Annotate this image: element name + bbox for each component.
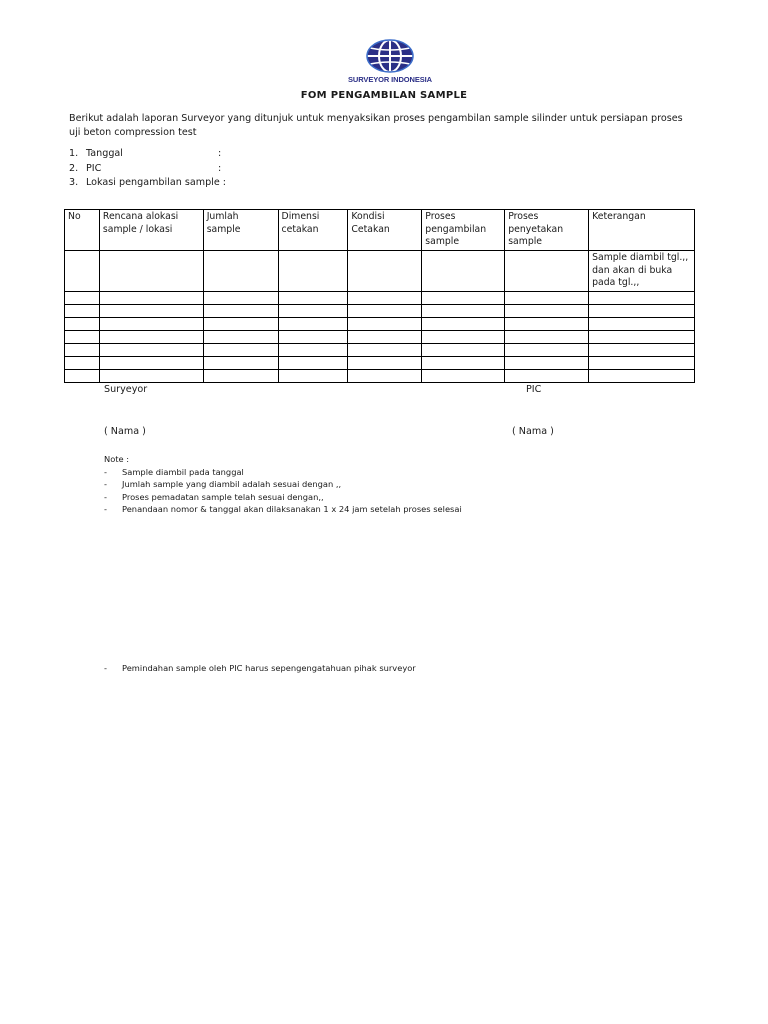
logo-company-name: SURVEYOR INDONESIA [348, 75, 432, 84]
table-row [65, 251, 695, 292]
table-cell[interactable] [65, 251, 100, 292]
company-logo [340, 38, 440, 88]
field-label-pic: PIC [86, 162, 102, 174]
table-cell[interactable] [65, 317, 100, 330]
signature-right-title: PIC [526, 384, 542, 395]
table-cell[interactable] [589, 317, 695, 330]
table-cell[interactable] [203, 251, 278, 292]
table-cell[interactable] [99, 330, 203, 343]
signature-left-title: Suryeyor [104, 384, 148, 395]
table-cell[interactable] [422, 317, 505, 330]
table-cell[interactable] [99, 304, 203, 317]
note-item [104, 503, 462, 516]
table-cell[interactable] [589, 343, 695, 356]
table-row [65, 304, 695, 317]
table-cell[interactable] [589, 369, 695, 382]
table-cell[interactable] [422, 291, 505, 304]
table-cell[interactable] [348, 251, 422, 292]
table-row [65, 343, 695, 356]
table-cell[interactable] [505, 251, 589, 292]
table-cell[interactable] [505, 304, 589, 317]
table-cell[interactable] [422, 356, 505, 369]
table-cell[interactable] [348, 369, 422, 382]
table-cell[interactable] [278, 330, 348, 343]
note-dash: - [104, 479, 107, 490]
field-separator: : [222, 177, 226, 188]
header-proses-pengambilan: Proses pengambilan sample [422, 210, 505, 251]
table-cell[interactable] [99, 291, 203, 304]
table-cell[interactable] [203, 291, 278, 304]
table-cell[interactable] [203, 317, 278, 330]
table-cell[interactable] [505, 330, 589, 343]
field-pic [69, 162, 226, 177]
field-tanggal [69, 147, 226, 162]
header-rencana-alokasi: Rencana alokasi sample / lokasi [99, 210, 203, 251]
table-cell[interactable] [422, 251, 505, 292]
sample-table [64, 209, 695, 383]
table-cell[interactable] [65, 343, 100, 356]
field-number: 1. [69, 148, 79, 159]
table-cell[interactable] [99, 369, 203, 382]
table-cell[interactable] [278, 343, 348, 356]
form-title: FOM PENGAMBILAN SAMPLE [300, 90, 468, 101]
note-item [104, 466, 462, 479]
header-dimensi-cetakan: Dimensi cetakan [278, 210, 348, 251]
note-item [104, 478, 462, 491]
table-cell[interactable] [505, 291, 589, 304]
table-cell[interactable] [422, 330, 505, 343]
note-dash: - [104, 504, 107, 515]
field-label-lokasi: Lokasi pengambilan sample [86, 177, 220, 188]
table-cell[interactable] [348, 343, 422, 356]
field-number: 2. [69, 162, 79, 174]
note-dash: - [104, 663, 107, 673]
note-item [104, 491, 462, 504]
table-cell[interactable] [278, 291, 348, 304]
note-text-last: Pemindahan sample oleh PIC harus sepengengatahuan pihak surveyor [122, 663, 416, 673]
table-cell[interactable] [99, 317, 203, 330]
field-separator: : [218, 148, 222, 159]
table-cell[interactable] [505, 356, 589, 369]
table-cell[interactable] [203, 356, 278, 369]
table-cell[interactable] [505, 369, 589, 382]
table-cell[interactable] [348, 356, 422, 369]
table-cell[interactable] [589, 304, 695, 317]
notes-heading: Note : [104, 454, 130, 464]
table-cell[interactable] [203, 343, 278, 356]
table-cell[interactable] [348, 317, 422, 330]
table-cell[interactable] [65, 330, 100, 343]
table-cell[interactable] [99, 356, 203, 369]
table-cell[interactable] [203, 330, 278, 343]
notes-section [104, 453, 462, 516]
signature-right-name: ( Nama ) [512, 426, 554, 437]
table-cell[interactable] [278, 356, 348, 369]
table-cell[interactable] [348, 330, 422, 343]
form-fields-list [69, 147, 226, 191]
table-row [65, 317, 695, 330]
note-dash: - [104, 491, 107, 502]
table-cell[interactable] [65, 356, 100, 369]
table-cell[interactable] [422, 343, 505, 356]
table-cell[interactable] [505, 343, 589, 356]
table-row [65, 369, 695, 382]
table-cell[interactable] [589, 356, 695, 369]
table-cell[interactable] [348, 291, 422, 304]
header-kondisi-cetakan: Kondisi Cetakan [348, 210, 422, 251]
table-header-row [65, 210, 695, 251]
field-lokasi [69, 176, 226, 191]
field-number: 3. [69, 177, 79, 188]
table-cell[interactable] [422, 369, 505, 382]
table-cell[interactable] [589, 291, 695, 304]
table-cell[interactable] [203, 304, 278, 317]
note-text: Penandaan nomor & tanggal akan dilaksanakan 1 x 24 jam setelah proses selesai [122, 504, 462, 515]
note-item-last [104, 663, 416, 673]
table-cell[interactable] [348, 304, 422, 317]
table-row [65, 291, 695, 304]
table-cell[interactable] [99, 251, 203, 292]
table-cell[interactable] [422, 304, 505, 317]
table-cell[interactable] [65, 304, 100, 317]
table-cell[interactable] [99, 343, 203, 356]
header-proses-penyetakan: Proses penyetakan sample [505, 210, 589, 251]
keterangan-cell[interactable]: Sample diambil tgl.,, dan akan di buka pada tgl.,, [589, 251, 695, 292]
globe-logo-icon [364, 38, 416, 74]
table-cell[interactable] [505, 317, 589, 330]
table-cell[interactable] [203, 369, 278, 382]
note-dash: - [104, 466, 107, 477]
header-jumlah-sample: Jumlah sample [203, 210, 278, 251]
header-keterangan: Keterangan [589, 210, 695, 251]
signature-left-name: ( Nama ) [104, 426, 146, 437]
table-cell[interactable] [278, 304, 348, 317]
table-cell[interactable] [589, 330, 695, 343]
table-cell[interactable] [65, 369, 100, 382]
table-cell[interactable] [278, 251, 348, 292]
table-cell[interactable] [278, 369, 348, 382]
table-cell[interactable] [278, 317, 348, 330]
table-row [65, 356, 695, 369]
intro-paragraph: Berikut adalah laporan Surveyor yang ditunjuk untuk menyaksikan proses pengambilan sample silinder untuk persiapan proses uji beton compression test [69, 113, 683, 138]
table-row [65, 330, 695, 343]
field-separator: : [218, 162, 222, 174]
note-text: Jumlah sample yang diambil adalah sesuai dengan ,, [122, 479, 342, 490]
note-text: Sample diambil pada tanggal [122, 466, 244, 477]
note-text: Proses pemadatan sample telah sesuai dengan,, [122, 491, 324, 502]
table-cell[interactable] [65, 291, 100, 304]
field-label-tanggal: Tanggal [86, 148, 123, 159]
header-no: No [65, 210, 100, 251]
